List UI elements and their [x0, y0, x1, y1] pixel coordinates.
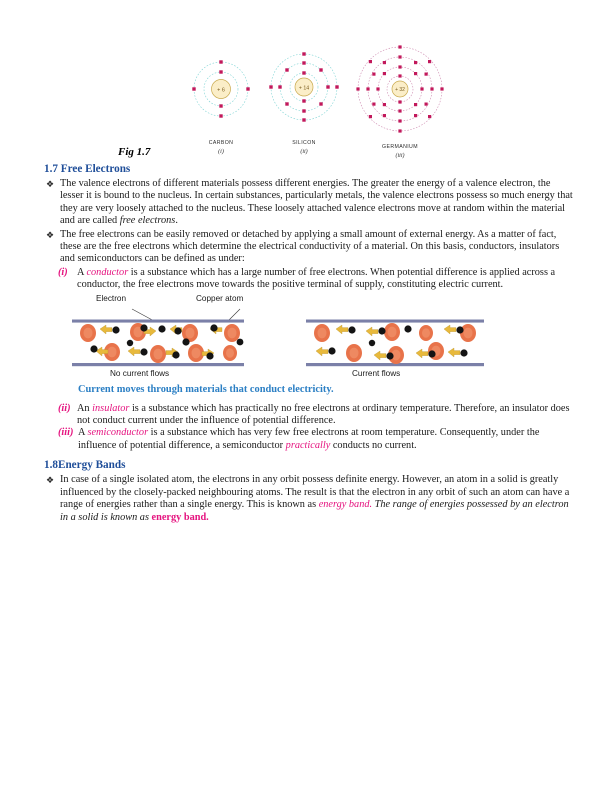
- document-body: [44, 162, 576, 525]
- list-item-insulator: [44, 403, 576, 428]
- current-panel: [306, 319, 484, 366]
- atom-roman-germanium: (iii): [395, 153, 405, 159]
- bullet-glyph-icon: ❖: [46, 229, 55, 240]
- label-copper-atom: Copper atom: [196, 293, 244, 303]
- energy-band-definition: The range of energies possessed by an electron in a solid is known as: [60, 499, 569, 523]
- term-energy-band-bold: energy band.: [151, 511, 209, 523]
- atom-roman-carbon: (i): [218, 149, 224, 155]
- insulator-body: is a substance which has practically no free electrons at ordinary temperature. Therefore, an insulator does not conduct current under the influence of potential difference.: [77, 402, 570, 427]
- silicon-nucleus-charge: + 14: [298, 85, 310, 92]
- list-marker-iii: (iii): [58, 427, 74, 439]
- bullet-paragraph: The free electrons can be easily removed or detached by applying a small amount of external energy. As a matter of fact, these are the free electrons which determine the electrical conductivity of a material. On this basis, conductors, insulators and semiconductors can be defined as under:: [60, 228, 560, 265]
- bullet-item: [44, 229, 576, 266]
- semiconductor-lead: A: [78, 427, 88, 439]
- semiconductor-body: is a substance which has very few free electrons at room temperature. Consequently, under the influence of potential difference, a semiconductor: [78, 427, 540, 451]
- bullet-paragraph-period: .: [175, 215, 178, 227]
- conductor-body: is a substance which has a large number of free electrons. When potential difference is applied across a conductor, the free electrons move towards the positive terminal of supply, constituting electric current.: [77, 266, 556, 291]
- term-semiconductor: semiconductor: [87, 427, 149, 439]
- germanium-nucleus-charge: + 32: [395, 87, 405, 94]
- list-item-conductor: [44, 267, 576, 292]
- list-item-semiconductor: [44, 427, 576, 452]
- insulator-lead: An: [77, 402, 93, 414]
- atom-diagram-silicon: [256, 40, 352, 155]
- no-current-panel: [72, 319, 244, 366]
- term-conductor: conductor: [86, 266, 129, 278]
- list-marker-ii: (ii): [58, 402, 71, 414]
- bullet-paragraph: [60, 178, 576, 228]
- bullet-item: [44, 474, 576, 524]
- bullet-paragraph-text: The valence electrons of different materials possess different energies. The greater the energy of a valence electron, the lesser it is bound to the nucleus. In certain substances, particularly metals, the valence electrons possess so much energy that they are very loosely attached to the nucleus. These loosely attached valence electrons move at random within the material and are called: [60, 178, 573, 227]
- free-electrons-italic: free electrons: [119, 215, 176, 227]
- sublabel-no-current-flows: No current flows: [110, 368, 170, 378]
- term-insulator: insulator: [92, 402, 130, 414]
- figure-caption-fig-1-7: Fig 1.7: [118, 146, 151, 158]
- semiconductor-body-tail: conducts no current.: [330, 439, 417, 451]
- heading-1-8-energy-bands: 1.8Energy Bands: [44, 459, 126, 472]
- carbon-nucleus-charge: + 6: [217, 87, 225, 94]
- term-energy-band-italic: energy band.: [318, 499, 373, 511]
- list-text-conductor: [77, 267, 576, 292]
- bullet-glyph-icon: ❖: [46, 475, 55, 486]
- bullet-item: [44, 178, 576, 228]
- atom-diagram-germanium: [345, 38, 455, 159]
- carbon-atom-svg: [176, 44, 266, 134]
- figure-caption-current-moves: Current moves through materials that conduct electricity.: [78, 383, 334, 395]
- list-marker-i: (i): [58, 266, 68, 278]
- silicon-atom-svg: [256, 40, 352, 134]
- atom-label-germanium: GERMANIUM: [382, 144, 418, 150]
- list-text-insulator: [77, 403, 576, 428]
- atom-roman-silicon: (ii): [300, 149, 308, 155]
- bullet-glyph-icon: ❖: [46, 179, 55, 189]
- figure-current-flow: [44, 295, 576, 383]
- energy-bands-paragraph: [60, 474, 576, 524]
- atom-diagram-carbon: [176, 44, 266, 155]
- atom-label-carbon: CARBON: [208, 140, 234, 146]
- label-electron: Electron: [96, 293, 127, 303]
- energy-bands-text: In case of a single isolated atom, the electrons in any orbit possess definite energy. However, an atom in a solid is greatly influenced by the closely-packed neighbouring atoms. The result is that the electron in any orbit of such an atom can have a range of energies rather than a single energy. This is known as: [60, 474, 570, 511]
- atom-label-silicon: SILICON: [292, 140, 316, 146]
- heading-1-7-free-electrons: 1.7 Free Electrons: [44, 163, 131, 175]
- germanium-atom-svg: [345, 38, 455, 138]
- list-text-semiconductor: [78, 427, 576, 452]
- conductor-lead: A: [77, 266, 87, 278]
- term-practically: practically: [285, 439, 331, 451]
- current-flow-svg: [44, 295, 576, 371]
- sublabel-current-flows: Current flows: [352, 368, 401, 378]
